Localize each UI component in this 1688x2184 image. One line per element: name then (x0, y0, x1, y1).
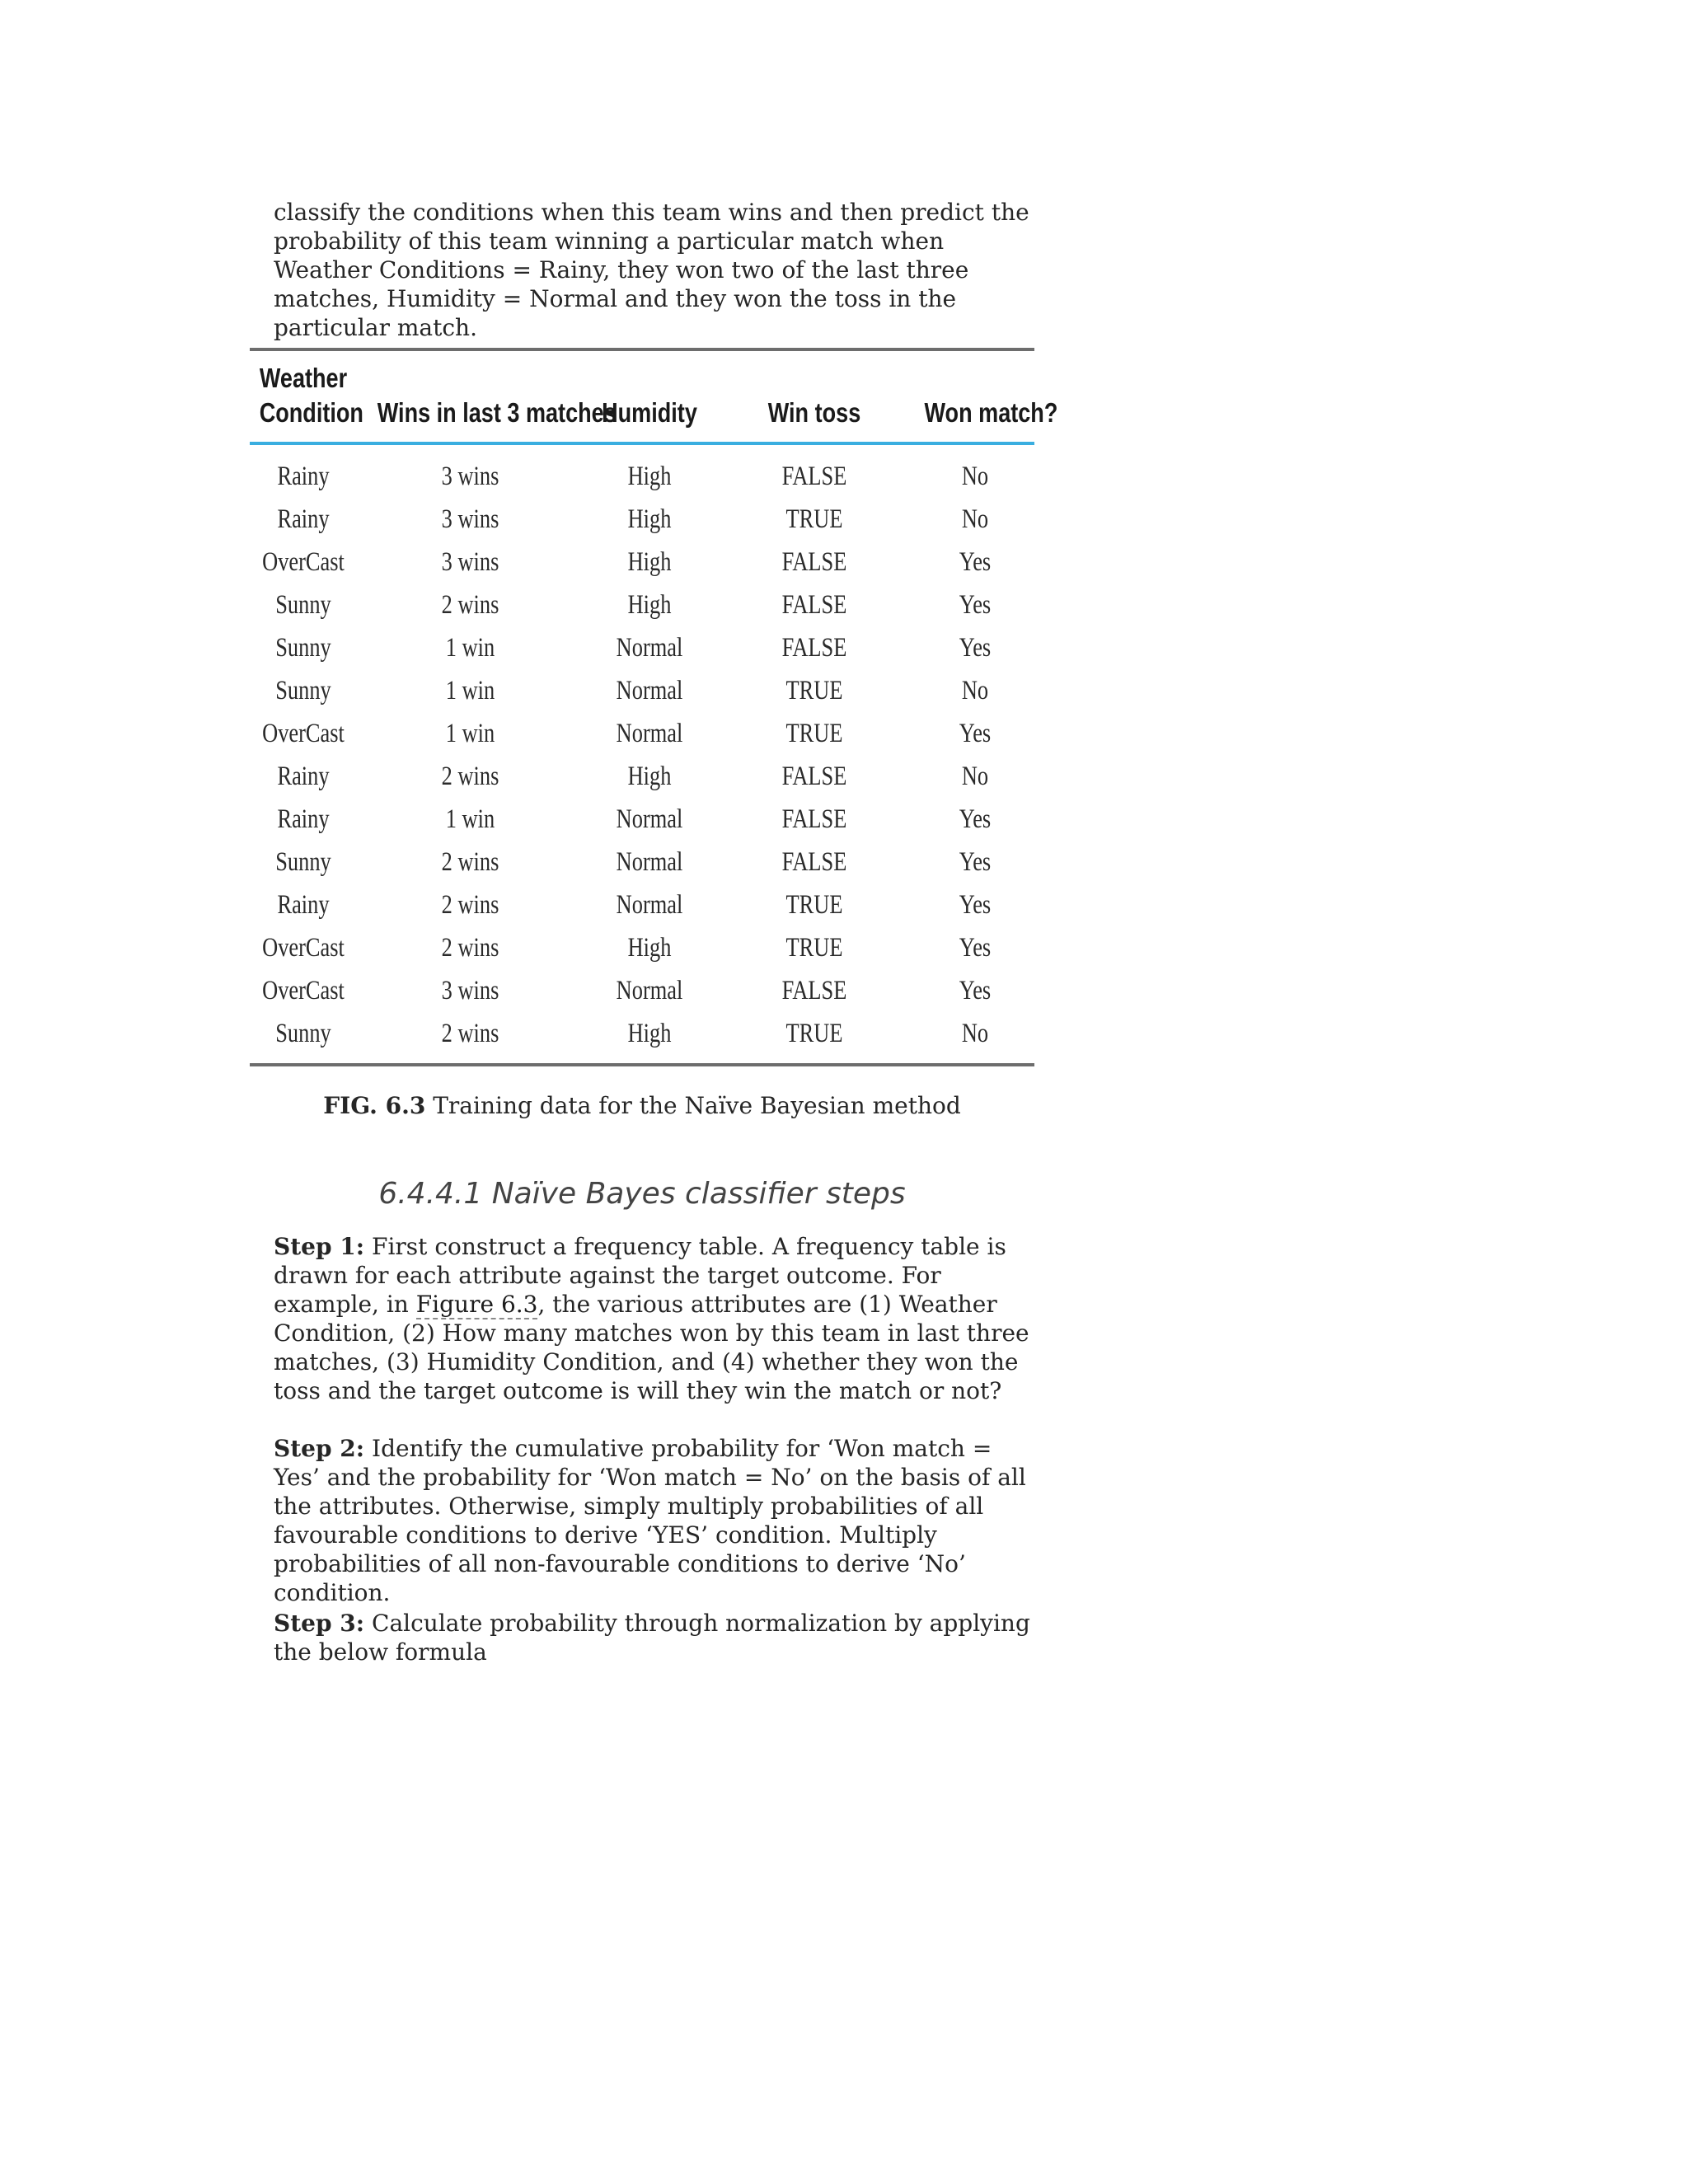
table-bottom-rule (250, 1063, 1034, 1066)
section-heading: 6.4.4.1 Naïve Bayes classifier steps (378, 1177, 906, 1211)
cell-win-toss: FALSE (781, 633, 847, 663)
cell-weather: OverCast (262, 933, 345, 963)
table-row (250, 969, 1034, 1012)
figure-link[interactable]: Figure 6.3 (415, 1291, 538, 1318)
intro-paragraph: classify the conditions when this team wins and then predict the probability of this team winning a particular match when Weather Conditions = Rainy, they won two of the last three matches, Humidity = Normal and they won the toss in the particular match. (274, 199, 1029, 341)
cell-weather: Rainy (277, 462, 330, 491)
cell-humidity: Normal (616, 676, 683, 705)
cell-wins: 3 wins (441, 462, 499, 491)
cell-won-match: No (961, 462, 989, 491)
cell-wins: 2 wins (441, 890, 499, 920)
cell-humidity: High (627, 504, 672, 534)
cell-humidity: High (627, 762, 672, 791)
cell-win-toss: TRUE (785, 504, 843, 534)
table-row (250, 1012, 1034, 1055)
cell-wins: 3 wins (441, 504, 499, 534)
cell-weather: Sunny (275, 633, 331, 663)
cell-win-toss: FALSE (781, 590, 847, 620)
cell-weather: Rainy (277, 890, 330, 920)
cell-wins: 2 wins (441, 590, 499, 620)
cell-weather: OverCast (262, 719, 345, 748)
table-row (250, 583, 1034, 626)
table-header-row (250, 351, 1058, 442)
table-row (250, 841, 1034, 883)
cell-win-toss: TRUE (785, 719, 843, 748)
cell-humidity: High (627, 1019, 672, 1048)
step1-paragraph (274, 1232, 1032, 1405)
cell-wins: 3 wins (441, 976, 499, 1005)
caption-label: FIG. 6.3 (323, 1092, 426, 1119)
cell-humidity: High (627, 547, 672, 577)
cell-won-match: Yes (959, 933, 992, 963)
cell-win-toss: TRUE (785, 676, 843, 705)
cell-won-match: Yes (959, 890, 992, 920)
step1-label: Step 1: (274, 1233, 365, 1260)
cell-win-toss: TRUE (785, 890, 843, 920)
cell-win-toss: FALSE (781, 847, 847, 877)
cell-weather: Sunny (275, 847, 331, 877)
cell-wins: 1 win (445, 719, 495, 748)
cell-humidity: Normal (616, 890, 683, 920)
table-row (250, 669, 1034, 712)
figure-caption (250, 1092, 1034, 1119)
step3-paragraph (274, 1609, 1032, 1666)
table-row (250, 455, 1034, 498)
step3-text: Calculate probability through normalization by applying the below formula (274, 1610, 1030, 1666)
cell-weather: Rainy (277, 504, 330, 534)
cell-weather: Sunny (275, 590, 331, 620)
header-weather-line1: Weather (259, 363, 348, 393)
step2-label: Step 2: (274, 1435, 365, 1462)
cell-weather: Rainy (277, 762, 330, 791)
cell-humidity: High (627, 933, 672, 963)
cell-wins: 1 win (445, 804, 495, 834)
step1-text-after: , the various attributes are (1) Weather Condition, (2) How many matches won by this team in last three matches, (3) Humidity Condition, and (4) whether they won the toss and the target outcome is will they win the match or not? (274, 1291, 1029, 1404)
cell-weather: Rainy (277, 804, 330, 834)
table-row (250, 541, 1034, 583)
cell-won-match: No (961, 1019, 989, 1048)
caption-text: Training data for the Naïve Bayesian method (425, 1092, 961, 1119)
table-body (250, 445, 1034, 1063)
table-row (250, 883, 1034, 926)
table-row (250, 798, 1034, 841)
training-data-table (250, 348, 1058, 1066)
cell-humidity: High (627, 590, 672, 620)
header-weather-line2: Condition (259, 397, 363, 428)
cell-humidity: Normal (616, 719, 683, 748)
cell-win-toss: FALSE (781, 547, 847, 577)
cell-won-match: Yes (959, 590, 992, 620)
cell-win-toss: FALSE (781, 462, 847, 491)
cell-humidity: Normal (616, 976, 683, 1005)
step1-text-before: First construct a frequency table. A frequency table is drawn for each attribute against the target outcome. For example, in (274, 1233, 1006, 1318)
cell-humidity: Normal (616, 847, 683, 877)
table-row (250, 498, 1034, 541)
cell-win-toss: FALSE (781, 762, 847, 791)
cell-wins: 2 wins (441, 762, 499, 791)
cell-humidity: Normal (616, 804, 683, 834)
header-humidity: Humidity (602, 397, 697, 428)
cell-won-match: Yes (959, 719, 992, 748)
cell-wins: 1 win (445, 676, 495, 705)
header-wins: Wins in last 3 matches (377, 397, 617, 428)
cell-humidity: Normal (616, 633, 683, 663)
cell-won-match: Yes (959, 804, 992, 834)
table-row (250, 755, 1034, 798)
cell-won-match: No (961, 762, 989, 791)
table-row (250, 626, 1034, 669)
cell-win-toss: FALSE (781, 976, 847, 1005)
cell-wins: 2 wins (441, 1019, 499, 1048)
step2-paragraph (274, 1434, 1032, 1607)
cell-wins: 3 wins (441, 547, 499, 577)
cell-won-match: No (961, 676, 989, 705)
cell-humidity: High (627, 462, 672, 491)
cell-win-toss: TRUE (785, 933, 843, 963)
cell-weather: OverCast (262, 976, 345, 1005)
table-row (250, 926, 1034, 969)
cell-win-toss: FALSE (781, 804, 847, 834)
cell-wins: 2 wins (441, 847, 499, 877)
step2-text: Identify the cumulative probability for ‘Won match = Yes’ and the probability for ‘Won match = No’ on the basis of all the attributes. Otherwise, simply multiply probabilities of all favourable conditions to derive ‘YES’ condition. Multiply probabilities of all non-favourable conditions to derive ‘No’ condition. (274, 1435, 1026, 1606)
cell-won-match: Yes (959, 633, 992, 663)
cell-won-match: Yes (959, 847, 992, 877)
cell-won-match: Yes (959, 976, 992, 1005)
header-won-match: Won match? (924, 397, 1058, 428)
cell-weather: Sunny (275, 676, 331, 705)
step3-label: Step 3: (274, 1610, 365, 1637)
cell-wins: 1 win (445, 633, 495, 663)
cell-wins: 2 wins (441, 933, 499, 963)
cell-weather: Sunny (275, 1019, 331, 1048)
cell-win-toss: TRUE (785, 1019, 843, 1048)
cell-weather: OverCast (262, 547, 345, 577)
cell-won-match: No (961, 504, 989, 534)
cell-won-match: Yes (959, 547, 992, 577)
table-row (250, 712, 1034, 755)
header-win-toss: Win toss (767, 397, 861, 428)
